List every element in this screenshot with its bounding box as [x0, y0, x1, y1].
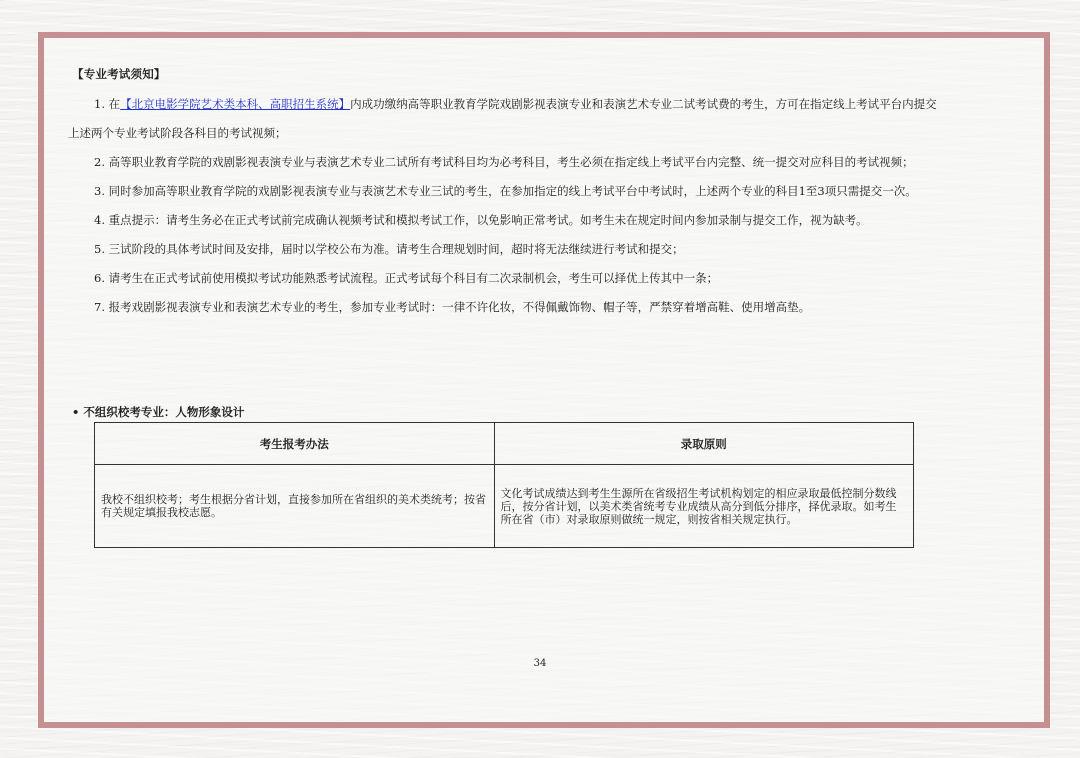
- admission-policy-table: [94, 422, 914, 548]
- table-header-admission-principle: 录取原则: [494, 423, 914, 465]
- major-subheading-text: 不组织校考专业：人物形象设计: [83, 405, 245, 419]
- major-subheading: [72, 404, 244, 420]
- page-number: 34: [533, 658, 547, 669]
- notice-1-text: 内成功缴纳高等职业教育学院戏剧影视表演专业和表演艺术专业二试考试费的考生，方可在指定线上考试平台内提交上述两个专业考试阶段各科目的考试视频；: [68, 97, 937, 140]
- table-row: [95, 465, 914, 548]
- notice-item-4: 4. 重点提示：请考生务必在正式考试前完成确认视频考试和模拟考试工作，以免影响正常考试。如考生未在规定时间内参加录制与提交工作，视为缺考。: [94, 213, 868, 227]
- table-header-application-method: 考生报考办法: [95, 423, 495, 465]
- notice-item-7: 7. 报考戏剧影视表演专业和表演艺术专业的考生，参加专业考试时：一律不许化妆，不得佩戴饰物、帽子等，严禁穿着增高鞋、使用增高垫。: [94, 300, 811, 314]
- admission-system-link[interactable]: 【北京电影学院艺术类本科、高职招生系统】: [120, 97, 351, 111]
- notice-list: [68, 90, 944, 322]
- notice-item-5: 5. 三试阶段的具体考试时间及安排，届时以学校公布为准。请考生合理规划时间，超时将无法继续进行考试和提交；: [94, 242, 684, 256]
- notice-item-1: [68, 90, 944, 148]
- notice-item-6: 6. 请考生在正式考试前使用模拟考试功能熟悉考试流程。正式考试每个科目有二次录制机会，考生可以择优上传其中一条；: [94, 271, 719, 285]
- notice-item-2: 2. 高等职业教育学院的戏剧影视表演专业与表演艺术专业二试所有考试科目均为必考科目，考生必须在指定线上考试平台内完整、统一提交对应科目的考试视频；: [94, 155, 914, 169]
- admission-principle-cell: 文化考试成绩达到考生生源所在省级招生考试机构划定的相应录取最低控制分数线后，按分省计划，以美术类省统考专业成绩从高分到低分排序，择优录取。如考生所在省（市）对录取原则做统一规定，则按省相关规定执行。: [494, 465, 914, 548]
- notice-item-3: 3. 同时参加高等职业教育学院的戏剧影视表演专业与表演艺术专业三试的考生，在参加指定的线上考试平台中考试时，上述两个专业的科目1至3项只需提交一次。: [94, 184, 917, 198]
- notice-1-prefix: 1. 在: [94, 97, 121, 111]
- table-header-row: [95, 423, 914, 465]
- section-heading: 【专业考试须知】: [72, 67, 166, 81]
- application-method-cell: 我校不组织校考；考生根据分省计划，直接参加所在省组织的美术类统考；按省有关规定填报我校志愿。: [95, 465, 495, 548]
- bullet-icon: •: [72, 405, 80, 419]
